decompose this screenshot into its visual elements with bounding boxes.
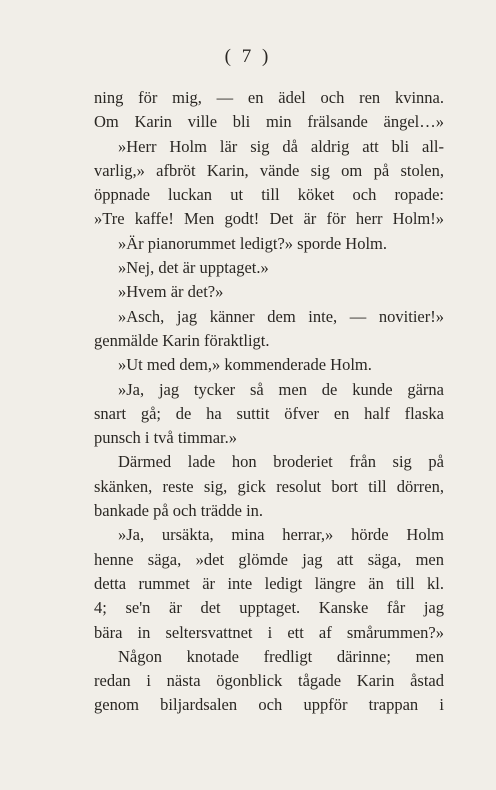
text-line: detta rummet är inte ledigt längre än till kl. xyxy=(94,573,444,593)
body-text xyxy=(94,86,444,718)
text-line: »Tre kaffe! Men godt! Det är för herr Holm!» xyxy=(94,209,444,229)
text-line: 4; se'n är det upptaget. Kanske får jag xyxy=(94,598,444,618)
text-line: »Nej, det är upptaget.» xyxy=(118,258,269,278)
text-line: »Är pianorummet ledigt?» sporde Holm. xyxy=(118,233,387,253)
text-line: Någon knotade fredligt därinne; men xyxy=(118,646,444,666)
text-line: skänken, reste sig, gick resolut bort till dörren, xyxy=(94,476,444,496)
text-line: öppnade luckan ut till köket och ropade: xyxy=(94,185,444,205)
text-line: redan i nästa ögonblick tågade Karin åstad xyxy=(94,671,444,691)
text-line: genom biljardsalen och uppför trappan i xyxy=(94,695,444,715)
text-line: bankade på och trädde in. xyxy=(94,501,264,521)
text-line: Därmed lade hon broderiet från sig på xyxy=(118,452,444,472)
text-line: Om Karin ville bli min frälsande ängel…» xyxy=(94,112,444,132)
text-line: bära in seltersvattnet i ett af smårummen?» xyxy=(94,622,444,642)
text-line: genmälde Karin föraktligt. xyxy=(94,330,270,350)
text-line: varlig,» afbröt Karin, vände sig om på stolen, xyxy=(94,160,444,180)
page-number: ( 7 ) xyxy=(224,46,272,67)
text-line: »Ja, ursäkta, mina herrar,» hörde Holm xyxy=(118,525,444,545)
text-line: »Asch, jag känner dem inte, — novitier!» xyxy=(118,306,444,326)
text-line: ning för mig, — en ädel och ren kvinna. xyxy=(94,88,444,107)
text-line: snart gå; de ha suttit öfver en half flaska xyxy=(94,403,444,423)
text-line: »Ja, jag tycker så men de kunde gärna xyxy=(118,379,444,399)
text-line: »Herr Holm lär sig då aldrig att bli all- xyxy=(118,136,444,156)
text-line: »Hvem är det?» xyxy=(118,282,224,302)
text-line: punsch i två timmar.» xyxy=(94,428,237,448)
text-line: henne säga, »det glömde jag att säga, men xyxy=(94,549,444,569)
text-line: »Ut med dem,» kommenderade Holm. xyxy=(118,355,372,375)
